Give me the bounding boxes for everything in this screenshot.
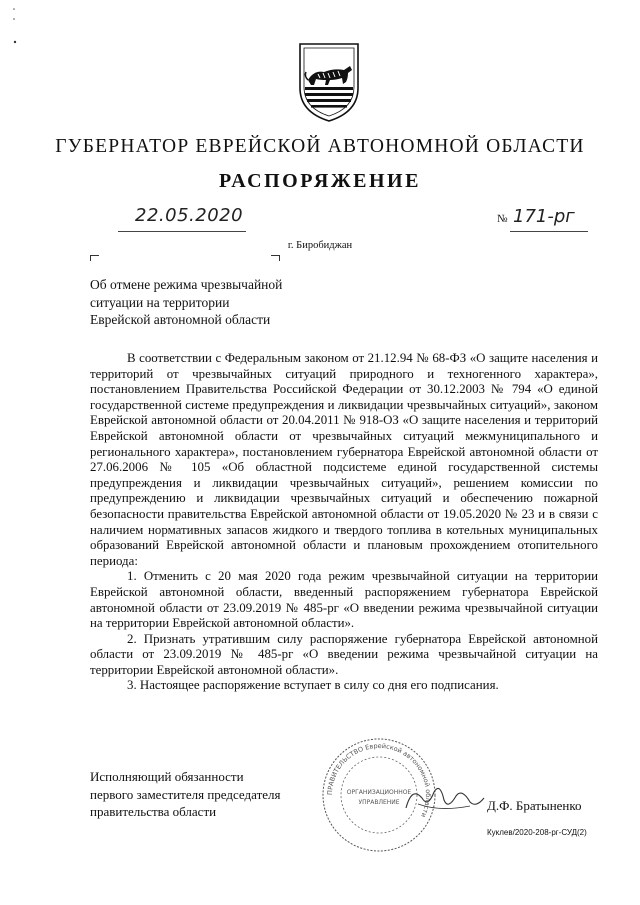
preamble-paragraph: В соответствии с Федеральным законом от 21.12.94 № 68-ФЗ «О защите населения и территорий от чрезвычайных ситуаций природного и техногенного характера», постановлением Правительства Российской Федерации от 30.12.2003 № 794 «О единой государственной системе предупреждения и ликвидации чрезвычайных ситуаций», законом Еврейской автономной области от 20.04.2011 № 918-ОЗ «О защите населения и территорий Еврейской автономной области от чрезвычайных ситуаций межмуниципального и регионального характера», постановлением губернатора Еврейской автономной области от 27.06.2006 № 105 «Об областной подсистеме единой государственной системы предупреждения и ликвидации чрезвычайных ситуаций», решением комиссии по предупреждению и ликвидации чрезвычайных ситуаций и обеспечению пожарной безопасности правительства Еврейской автономной области от 19.05.2020 № 23 и в связи с наличием нормативных запасов жидкого и твердого топлива в котельных муниципальных образований Еврейской автономной области и плановым прохождением отопительного периода: <box>90 351 598 568</box>
signer-position-line: Исполняющий обязанности <box>90 769 244 784</box>
date-underline <box>118 231 246 232</box>
issuer-title: ГУБЕРНАТОР ЕВРЕЙСКОЙ АВТОНОМНОЙ ОБЛАСТИ <box>55 136 585 157</box>
subject-line: Еврейской автономной области <box>90 312 271 327</box>
number-underline <box>510 231 588 232</box>
document-subject <box>90 276 282 329</box>
stamp-text-line2: УПРАВЛЕНИЕ <box>358 799 400 806</box>
document-number: 171-рг <box>513 206 575 227</box>
clause-1-paragraph: 1. Отменить с 20 мая 2020 года режим чрезвычайной ситуации на территории Еврейской автономной области, введенный распоряжением губернатора Еврейской автономной области от 23.09.2019 № 485-рг «О введении режима чрезвычайной ситуации на территории Еврейской автономной области». <box>90 569 598 631</box>
document-date: 22.05.2020 <box>135 205 244 226</box>
stamp-text-line1: ОРГАНИЗАЦИОННОЕ <box>346 789 412 796</box>
coat-of-arms-emblem <box>296 40 362 124</box>
signer-position-line: первого заместителя председателя <box>90 786 281 802</box>
document-reference: Куклев/2020-208-рг-СУД(2) <box>487 828 587 837</box>
stamp-ring-text: ПРАВИТЕЛЬСТВО Еврейской автономной области <box>325 741 433 819</box>
subject-line: ситуации на территории <box>90 294 230 310</box>
clause-2-paragraph: 2. Признать утратившим силу распоряжение губернатора Еврейской автономной области от 23.09.2019 № 485-рг «О введении режима чрезвычайной ситуации на территории Еврейской автономной области». <box>90 631 598 677</box>
issue-city: г. Биробиджан <box>287 240 353 251</box>
signer-position <box>90 768 281 821</box>
subject-corner-right <box>271 255 280 261</box>
subject-corner-left <box>90 255 99 261</box>
scan-marks <box>12 5 18 45</box>
handwritten-signature <box>400 778 490 818</box>
document-body <box>90 351 598 694</box>
signer-position-line: правительства области <box>90 804 217 819</box>
signer-name: Д.Ф. Братыненко <box>487 798 582 813</box>
document-type: РАСПОРЯЖЕНИЕ <box>219 170 421 192</box>
clause-3-paragraph: 3. Настоящее распоряжение вступает в силу со дня его подписания. <box>127 678 499 693</box>
number-sign: № <box>497 213 508 225</box>
subject-line: Об отмене режима чрезвычайной <box>90 277 283 292</box>
